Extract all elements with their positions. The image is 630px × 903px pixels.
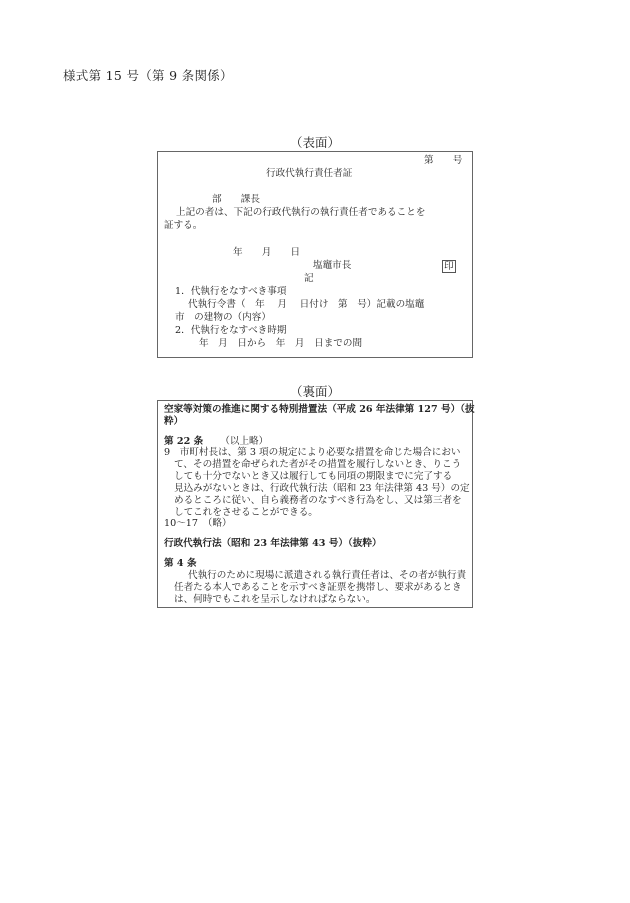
- para9-line: してこれをさせることができる。: [174, 507, 318, 518]
- item1-line-2: 市 の建物の（内容）: [175, 312, 271, 323]
- back-card: [157, 400, 473, 608]
- article4-line: は、何時でもこれを呈示しなければならない。: [174, 594, 376, 605]
- para10-17: 10〜17 （略）: [164, 518, 232, 529]
- para9-line: て、その措置を命ぜられた者がその措置を履行しないとき、りこう: [174, 459, 462, 470]
- para9-line: しても十分でないとき又は履行しても同項の期限までに完了する: [174, 471, 453, 482]
- article22-omitted: （以上略）: [220, 436, 269, 447]
- front-card: [157, 151, 473, 358]
- article4-heading: 第 4 条: [164, 558, 197, 569]
- issue-date: 年 月 日: [233, 247, 301, 258]
- article4-line: 代執行のために現場に派遣される執行責任者は、その者が執行責: [188, 570, 467, 581]
- seal-icon: 印: [444, 261, 454, 272]
- ki-heading: 記: [304, 273, 314, 284]
- certificate-number: 第 号: [424, 155, 463, 166]
- item1-heading: 1．代執行をなすべき事項: [175, 286, 287, 297]
- form-number: 様式第 15 号（第 9 条関係）: [63, 68, 233, 83]
- law1-title-line-2: 粋）: [164, 416, 184, 427]
- para9-line: めるところに従い、自ら義務者のなすべき行為をし、又は第三者を: [174, 495, 462, 506]
- statement-line-2: 証する。: [164, 220, 203, 231]
- seal-mark: [442, 260, 456, 273]
- para9-line: 見込みがないときは、行政代執行法（昭和 23 年法律第 43 号）の定: [174, 483, 470, 494]
- department-line: 部 課長: [212, 194, 260, 205]
- statement-line-1: 上記の者は、下記の行政代執行の執行責任者であることを: [176, 207, 426, 218]
- front-face-label: （表面）: [289, 135, 340, 150]
- law1-title-line-1: 空家等対策の推進に関する特別措置法（平成 26 年法律第 127 号）（抜: [164, 404, 475, 415]
- item2-heading: 2．代執行をなすべき時期: [175, 325, 287, 336]
- item1-line-1: 代執行令書（ 年 月 日付け 第 号）記載の塩竈: [188, 299, 425, 310]
- issuer: 塩竈市長: [313, 260, 352, 271]
- item2-line-1: 年 月 日から 年 月 日までの間: [199, 338, 363, 349]
- article4-line: 任者たる本人であることを示すべき証票を携帯し、要求があるとき: [174, 582, 462, 593]
- article22-heading: 第 22 条: [164, 436, 204, 447]
- certificate-title: 行政代執行責任者証: [266, 168, 353, 179]
- law2-title: 行政代執行法（昭和 23 年法律第 43 号）（抜粋）: [164, 538, 382, 549]
- para9-line: 9 市町村長は、第 3 項の規定により必要な措置を命じた場合におい: [164, 447, 461, 458]
- back-face-label: （裏面）: [289, 384, 340, 399]
